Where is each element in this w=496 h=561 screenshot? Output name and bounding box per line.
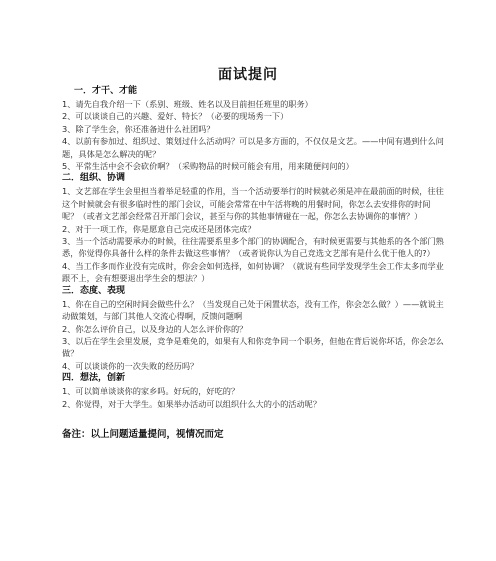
question-item: 1、可以简单谈谈你的家乡吗。好玩的，好吃的？ [62, 386, 240, 397]
section-heading: 一．才干、才能 [74, 86, 138, 96]
question-item: 4、可以谈谈你的一次失败的经历吗？ [62, 360, 199, 371]
question-item: 1、文艺部在学生会里担当着举足轻重的作用，当一个活动要举行的时候就必须是冲在最前面的时候，往往这个时候就会有很多临时性的部门会议，可能会常常在中午活将晚的用餐时间，你怎么去安排你的时间呢？（或者文艺部会经常召开部门会议，甚至与你的其他事情碰在一起，你怎么去协调你的事情？） [62, 186, 444, 222]
question-item: 2、你怎么评价自己，以及身边的人怎么评价你的？ [62, 323, 248, 334]
question-item: 4、当工作多而作业没有完成时，你会会如何选择，如何协调？（就说有些同学发现学生会工作太多而学业跟不上，会有想要退出学生会的想法？） [62, 260, 444, 284]
question-item: 3、以后在学生会里发展，竞争是难免的，如果有人和你竞争同一个职务，但他在背后说你坏话，你会怎么做？ [62, 335, 444, 359]
question-item: 2、可以谈谈自己的兴趣、爱好、特长？（必要的现场秀一下） [62, 111, 289, 122]
page-title: 面试提问 [218, 67, 278, 83]
section-heading: 二．组织、协调 [62, 173, 126, 184]
question-item: 5、平常生活中会不会砍价啊？（采购物品的时候可能会有用，用来随便问问的） [62, 161, 354, 172]
section-heading: 四．想法，创新 [62, 373, 126, 384]
question-item: 1、你在自己的空闲时间会做些什么？（当发现自己处于闲置状态，没有工作，你会怎么做？）——就说主动做策划，与部门其他人交流心得啊，反馈问题啊 [62, 298, 444, 322]
question-item: 2、你觉得，对于大学生。如果举办活动可以组织什么大的小的活动呢？ [62, 398, 322, 409]
question-item: 4、以前有参加过、组织过、策划过什么活动吗？可以是多方面的，不仅仅是文艺。——中间有遇到什么问题，具体是怎么解决的呢？ [62, 136, 444, 159]
question-item: 1、请先自我介绍一下（系别、班级、姓名以及目前担任班里的职务） [62, 99, 313, 109]
footnote: 备注：以上问题适量提问，视情况而定 [62, 428, 224, 440]
question-item: 3、除了学生会，你还准备进什么社团吗？ [62, 123, 215, 134]
question-item: 3、当一个活动需要承办的时候，往往需要系里多个部门的协调配合，有时候更需要与其他系的各个部门熟悉，你觉得你具备什么样的条件去做这些事情？（或者说你认为自己竞选文艺部有是什么优于他人的?） [62, 236, 444, 259]
question-item: 2、对于一项工作，你是愿意自己完成还是团体完成？ [62, 223, 256, 234]
document-body [62, 85, 444, 441]
section-heading: 三．态度、表现 [62, 285, 126, 296]
